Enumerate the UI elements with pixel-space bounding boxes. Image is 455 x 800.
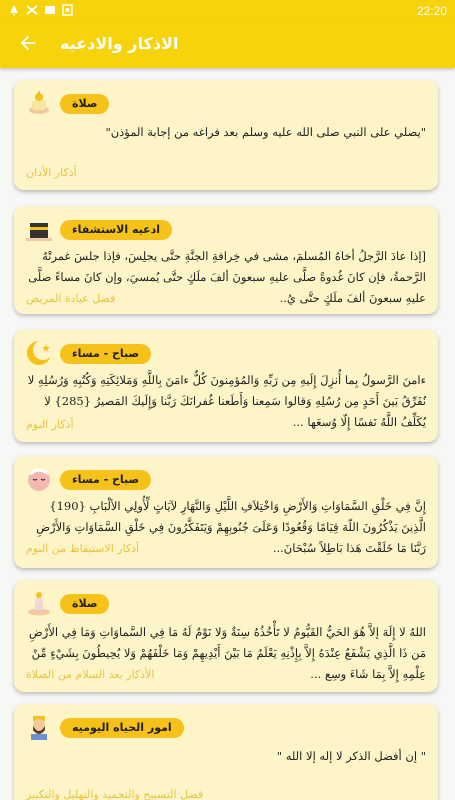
zikr-card[interactable] (14, 206, 438, 314)
category-badge: صباح - مساء (60, 344, 151, 364)
zikr-text: " إن أفضل الذكر لا إله إلا الله " (276, 749, 426, 763)
notification-icon (8, 4, 20, 18)
arrow-back-icon[interactable] (16, 32, 40, 56)
zikr-card[interactable] (14, 80, 438, 190)
zikr-text: اللهُ لا إِلَهَ إلاَّ هُوَ الحَيُّ القَيُّومُ لا تَأْخُذُهُ سِنَةٌ وَلا نَوْمٌ لَهُ مَا فِي السَّماوَاتِ وَمَا فِي الأَرْضِ مَن ذَا الَّذِي يَشْفَعُ عِنْدَهُ إِلاَّ بِإِذْنِهِ يَعْلَمُ مَا بَيْنَ أَيْدِيهِمْ وَمَا خَلْفَهُمْ وَلا يُحِيطُونَ بِشَيْءٍ مِّنْ عِلْمِهِ إِلاَّ بِمَا شَاءَ وسِع ... (28, 625, 426, 681)
category-badge: صلاة (60, 594, 109, 614)
category-badge: صباح - مساء (60, 470, 151, 490)
zikr-source-link[interactable]: أذكار الاستيقاظ من النوم (26, 542, 140, 555)
app-bar (0, 22, 455, 68)
prayer-icon (24, 88, 54, 118)
zikr-text: "يصلي على النبي صلى الله عليه وسلم بعد فراغه من إجابة المؤذن" (105, 125, 426, 139)
category-badge: صلاة (60, 94, 109, 114)
zikr-card[interactable] (14, 704, 438, 800)
zikr-source-link[interactable]: الأذكار بعد السلام من الصلاة (26, 668, 155, 681)
azkar-list[interactable] (0, 68, 455, 800)
status-time: 22:20 (416, 4, 447, 18)
page-title: الاذكار والادعيه (60, 34, 179, 53)
prayer-beads-icon (24, 588, 54, 618)
category-badge: ادعيه الاستشفاء (60, 220, 172, 240)
zikr-source-link[interactable]: فضل التسبيح والتحميد والتهليل والتكبير (26, 788, 204, 800)
zikr-source-link[interactable]: أذكار النوم (26, 418, 74, 431)
man-icon (24, 712, 54, 742)
screenshot-icon (62, 4, 73, 18)
zikr-text: ءامنَ الرَّسولُ بِما أُنزِلَ إِلَيهِ مِن رَبِّهِ وَالمُؤمِنونَ كُلٌّ ءامَنَ بِاللَّهِ وَمَلائِكَتِهِ وَكُتُبِهِ وَرُسُلِهِ لا نُفَرِّقُ بَينَ أَحَدٍ مِن رُسُلِهِ وَقالوا سَمِعنا وَأَطَعنا غُفرانَكَ رَبَّنا وَإِلَيكَ المَصيرُ {285} لا يُكَلِّفُ اللَّهُ نَفسًا إِلّا وُسعَها ... (27, 373, 426, 429)
status-icons (8, 4, 73, 18)
sleeping-face-icon (24, 464, 54, 494)
moon-icon (24, 338, 54, 368)
zikr-source-link[interactable]: فضل عيادة المريض (26, 292, 116, 305)
mail-icon (26, 4, 38, 18)
status-bar (0, 0, 455, 22)
category-badge: امور الحياه اليوميه (60, 718, 184, 738)
zikr-card[interactable] (14, 456, 438, 568)
kaaba-icon (24, 214, 54, 244)
zikr-card[interactable] (14, 330, 438, 442)
zikr-text: إِنَّ فِي خَلْقِ السَّمَاوَاتِ وَالأَرْضِ وَاخْتِلاَفِ اللَّيْلِ وَالنَّهَارِ لآيَاتٍ لِّأُولِي الألْبَابِ {190} الَّذِينَ يَذْكُرُونَ اللّهَ قِيَامًا وَقُعُودًا وَعَلَىَ جُنُوبِهِمْ وَيَتَفَكَّرُونَ فِي خَلْقِ السَّمَاوَاتِ وَالأَرْضِ رَبَّنَا مَا خَلَقْتَ هَذا بَاطِلاً سُبْحَانَ... (36, 499, 426, 555)
zikr-text: [إذا عادَ الرَّجلُ أخاهُ المُسلمَ، مشى في خِرافةِ الجنَّةِ حتَّى يجلِسَ، فإذا جلسَ غمرتْهُ الرَّحمةُ، فإن كانَ غُدوةً صلَّى عليهِ سبعونَ ألفَ ملَكٍ حتَّى يُمسيَ، وإن كانَ مساءً صلَّى عليهِ سبعونَ ألفَ ملَكٍ حتَّى يُ.. (28, 249, 426, 305)
zikr-card[interactable] (14, 580, 438, 692)
wifi-icon (44, 4, 56, 18)
zikr-source-link[interactable]: أذكار الأذان (26, 166, 77, 179)
